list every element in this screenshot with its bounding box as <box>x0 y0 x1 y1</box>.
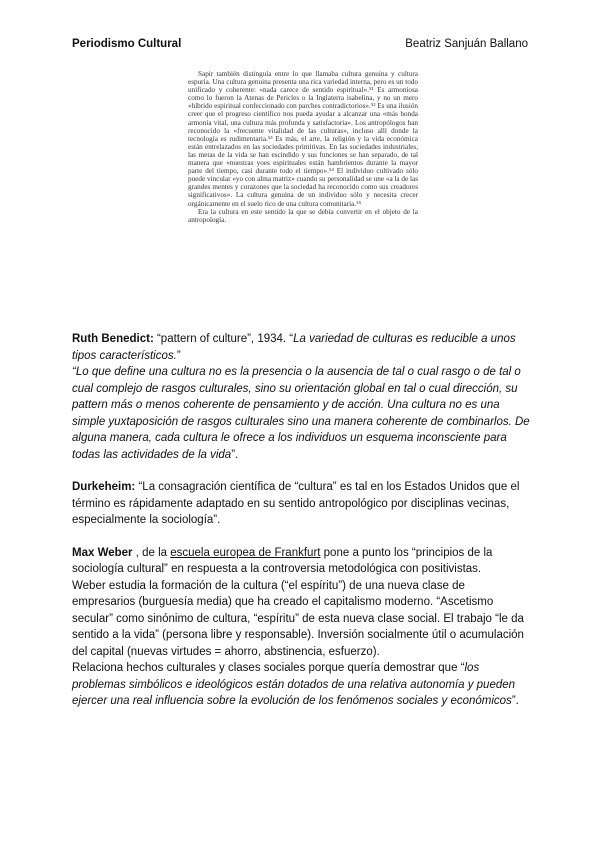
document-body <box>72 331 530 710</box>
weber-paragraph: Weber estudia la formación de la cultura (“el espíritu”) de una nueva clase de empresarios (burguesía media) que ha creado el capitalismo moderno. “Ascetismo secular” como sinónimo de cultura, “espíritu” de esta nueva clase social. El trabajo “le da sentido a la vida” (persona libre y responsable). Inversión socialmente útil o acumulación del capital (nuevas virtudes = ahorro, abstinencia, esfuerzo). <box>72 579 524 658</box>
benedict-text: “pattern of culture”, 1934. “ <box>153 333 294 345</box>
weber-text: pone a punto los “principios de la sociología cultural” en respuesta a la controversia metodológica con positivistas. <box>72 546 493 575</box>
benedict-text: ” <box>176 349 181 362</box>
page-header <box>72 38 528 54</box>
weber-text: , de la <box>132 546 171 559</box>
durkheim-text: “La consagración científica de “cultura” es tal en los Estados Unidos que el término es rápidamente adaptado en su sentido antropológico por disciplinas vecinas, especialmente la sociología”. <box>72 481 520 526</box>
benedict-text: ”. <box>231 448 239 461</box>
header-title: Periodismo Cultural <box>72 38 182 50</box>
frankfurt-link[interactable]: escuela europea de Frankfurt <box>170 546 321 559</box>
weber-name: Max Weber <box>72 546 133 559</box>
weber-paragraph <box>72 545 530 578</box>
scanned-book-excerpt <box>188 70 418 320</box>
durkheim-paragraph <box>72 479 530 529</box>
benedict-paragraph <box>72 364 530 463</box>
durkheim-name: Durkeheim: <box>72 481 136 493</box>
benedict-quote: “Lo que define una cultura no es la presencia o la ausencia de tal o cual rasgo o de tal o cual complejo de rasgos culturales, sino su orientación global en tal o cual dirección, su pattern más o menos coherente de pensamiento y de acción. Una cultura no es una simple yuxtaposición de rasgos culturales sino una manera coherente de combinarlos. De alguna manera, cada cultura le ofrece a los individuos un esquema inconsciente para todas las actividades de la vida <box>72 366 530 461</box>
benedict-quote: La variedad de culturas es reducible a unos tipos característicos. <box>72 333 516 362</box>
weber-paragraph <box>72 660 530 710</box>
benedict-paragraph <box>72 331 530 364</box>
weber-text: ”. <box>511 695 519 707</box>
benedict-name: Ruth Benedict: <box>72 333 154 345</box>
weber-text: Relaciona hechos culturales y clases sociales porque quería demostrar que “ <box>72 662 465 674</box>
weber-quote: los problemas simbólicos e ideológicos están dotados de una relativa autonomía y pueden ejercer una real influencia sobre la evolución de los fenómenos sociales y económicos <box>72 662 516 707</box>
excerpt-paragraph: Era la cultura en este sentido la que se debía convertir en el objeto de la antropología. <box>188 207 418 224</box>
header-author: Beatriz Sanjuán Ballano <box>405 38 528 50</box>
excerpt-paragraph: Sapir también distinguía entre lo que llamaba cultura genuina y cultura espuria. Una cultura genuina presenta una rica variedad interna, pero es un todo unificado y coherente: «nada carece de sentido espiritual».⁵¹ Es armoniosa como lo fueron la Atenas de Pericles o la Inglaterra isabelina, y no un mero «híbrido espiritual confeccionado con parches contradictorios».⁵² Es una ilusión creer que el progreso científico nos pueda ayudar a alcanzar una «más honda armonía vital, una cultura más profunda y satisfactoria». Los antropólogos han reconocido la «frecuente vitalidad de las culturas», incluso allí donde la tecnología es rudimentaria.⁵³ Es más, el arte, la religión y la vida económica están entrelazados en las sociedades primitivas. En las sociedades industriales, las metas de la vida se han escindido y sus funciones se han separado, de tal manera que «nuestras yoes espirituales están hambrientos durante la mayor parte del tiempo, casi durante todo el tiempo».⁵⁴ El individuo cultivado sólo puede vincular «yo con alma matriz» cuando su personalidad se une «a la de las grandes mentes y corazones que la sociedad ha reconocido como sus creadores significativos». La cultura genuina de un individuo sólo y necesita crecer orgánicamente en el suelo rico de una cultura comunitaria.⁵⁵ <box>188 70 418 208</box>
